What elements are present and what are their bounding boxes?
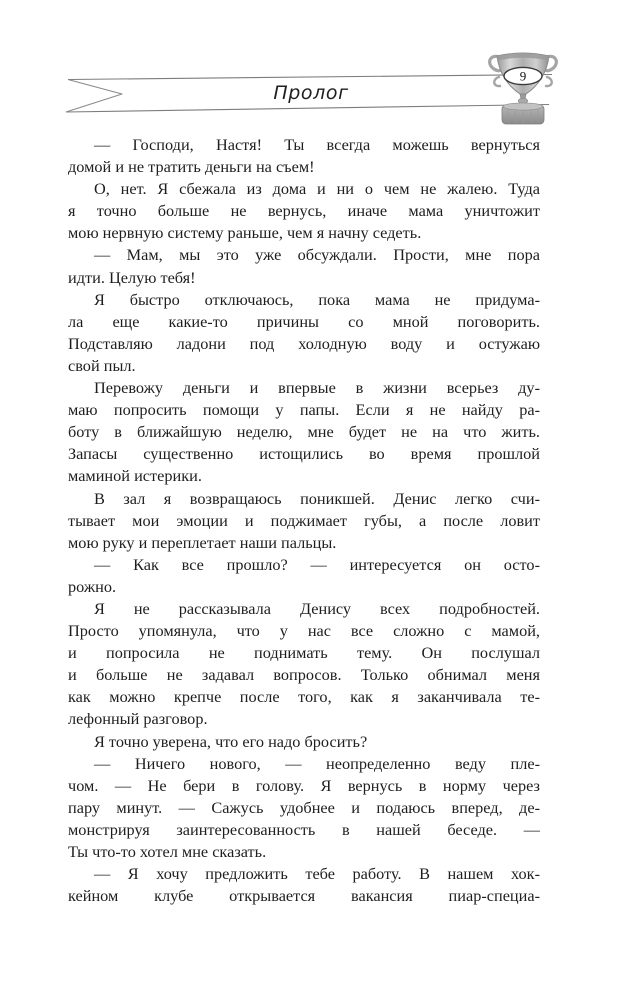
page-number: 9 xyxy=(519,68,527,84)
text-line: Я не рассказывала Денису всех подробностей. xyxy=(94,598,540,618)
text-line: идти. Целую тебя! xyxy=(68,267,196,287)
text-line: — Ничего нового, — неопределенно веду пле- xyxy=(94,753,540,773)
page-text xyxy=(68,134,540,907)
text-line: мою руку и переплетает наши пальцы. xyxy=(68,532,337,552)
paragraph xyxy=(68,178,540,244)
text-line: и больше не задавал вопросов. Только обнимал меня xyxy=(68,665,540,685)
paragraph xyxy=(68,753,540,863)
text-line: лефонный разговор. xyxy=(68,709,208,729)
text-line: монстрируя заинтересованность в нашей беседе. — xyxy=(68,819,540,839)
text-line: кейном клубе открывается вакансия пиар-специа- xyxy=(68,886,540,906)
text-line: — Господи, Настя! Ты всегда можешь вернуться xyxy=(94,135,540,154)
trophy-base-top xyxy=(503,103,543,110)
trophy-icon xyxy=(484,46,562,128)
text-line: Запасы существенно истощились во время прошлой xyxy=(68,444,540,464)
paragraph xyxy=(68,863,540,907)
text-line: В зал я возвращаюсь поникшей. Денис легко счи- xyxy=(94,488,540,508)
paragraph xyxy=(68,134,540,178)
text-line: свой пыл. xyxy=(68,355,136,375)
text-line: тывает мои эмоции и поджимает губы, а после ловит xyxy=(68,510,540,530)
paragraph xyxy=(68,244,540,288)
text-line: О, нет. Я сбежала из дома и ни о чем не жалею. Туда xyxy=(94,179,540,199)
text-line: домой и не тратить деньги на съем! xyxy=(68,157,315,177)
text-line: Ты что-то хотел мне сказать. xyxy=(68,842,267,861)
text-line: мою нервную систему раньше, чем я начну седеть. xyxy=(68,223,422,243)
text-line: Просто упомянула, что у нас все сложно с мамой, xyxy=(68,621,540,641)
text-line: Я быстро отключаюсь, пока мама не придума- xyxy=(94,289,540,309)
text-line: ла еще какие-то причины со мной поговорить. xyxy=(68,311,540,331)
text-line: боту в ближайшую неделю, мне будет не на что жить. xyxy=(68,422,540,442)
text-line: и попросила не поднимать тему. Он послушал xyxy=(68,643,540,663)
ribbon-bottom-line xyxy=(66,105,549,113)
text-line: я точно больше не вернусь, иначе мама уничтожит xyxy=(68,201,540,221)
paragraph xyxy=(68,731,540,753)
text-line: — Мам, мы это уже обсуждали. Прости, мне пора xyxy=(94,245,540,265)
text-line: — Как все прошло? — интересуется он осто- xyxy=(94,554,540,574)
paragraph xyxy=(68,488,540,554)
text-line: Подставляю ладони под холодную воду и остужаю xyxy=(68,333,540,353)
text-line: пару минут. — Сажусь удобнее и подаюсь вперед, де- xyxy=(68,797,540,817)
paragraph xyxy=(68,377,540,487)
paragraph xyxy=(68,598,540,731)
text-line: как можно крепче после того, как я заканчивала те- xyxy=(68,687,540,707)
text-line: маю попросить помощи у папы. Если я не найду ра- xyxy=(68,400,540,420)
text-line: Я точно уверена, что его надо бросить? xyxy=(94,731,368,751)
text-line: рожно. xyxy=(68,576,117,596)
paragraph xyxy=(68,554,540,598)
paragraph xyxy=(68,289,540,377)
ribbon-top-line xyxy=(68,75,552,80)
text-line: маминой истерики. xyxy=(68,466,202,486)
text-line: чом. — Не бери в голову. Я вернусь в норму через xyxy=(68,775,540,795)
chapter-title: Пролог xyxy=(273,82,349,104)
text-line: Перевожу деньги и впервые в жизни всерьез ду- xyxy=(94,378,540,398)
text-line: — Я хочу предложить тебе работу. В нашем хок- xyxy=(94,864,540,884)
